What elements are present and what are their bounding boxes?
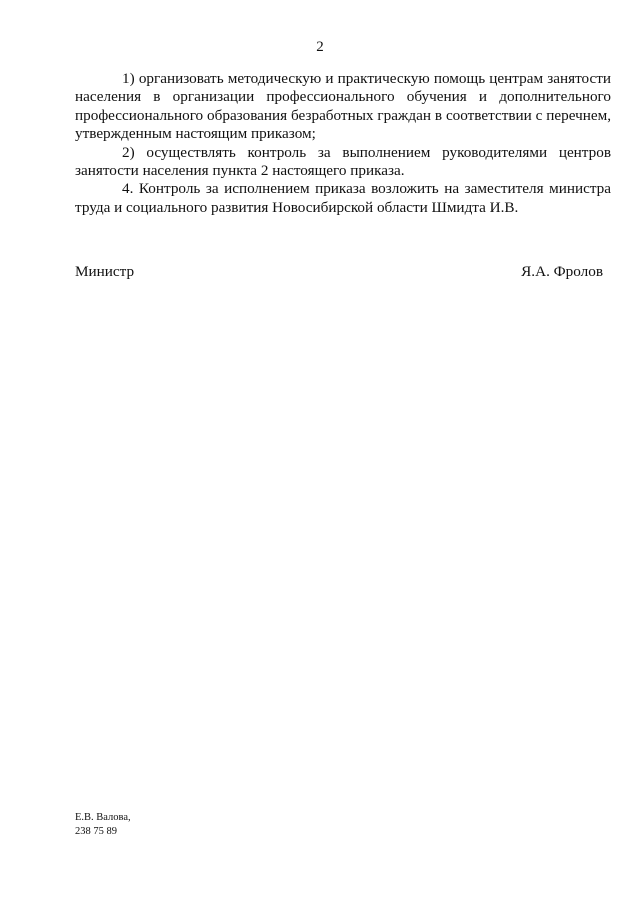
paragraph-item-1: 1) организовать методическую и практическую помощь центрам занятости населения в организации профессионального обучения и дополнительного профессионального образования безработных граждан в соответствии с перечнем, утвержденным настоящим приказом; [75, 70, 611, 143]
document-body [75, 70, 611, 217]
page-number: 2 [316, 39, 324, 55]
signature-block [75, 263, 603, 281]
executor-footer [75, 811, 131, 838]
signatory-name: Я.А. Фролов [521, 263, 603, 280]
executor-name: Е.В. Валова, [75, 812, 131, 823]
signatory-position: Министр [75, 263, 135, 280]
paragraph-item-2: 2) осуществлять контроль за выполнением руководителями центров занятости населения пункта 2 настоящего приказа. [75, 143, 611, 180]
paragraph-item-4: 4. Контроль за исполнением приказа возложить на заместителя министра труда и социального развития Новосибирской области Шмидта И.В. [75, 180, 611, 216]
executor-phone: 238 75 89 [75, 825, 117, 837]
